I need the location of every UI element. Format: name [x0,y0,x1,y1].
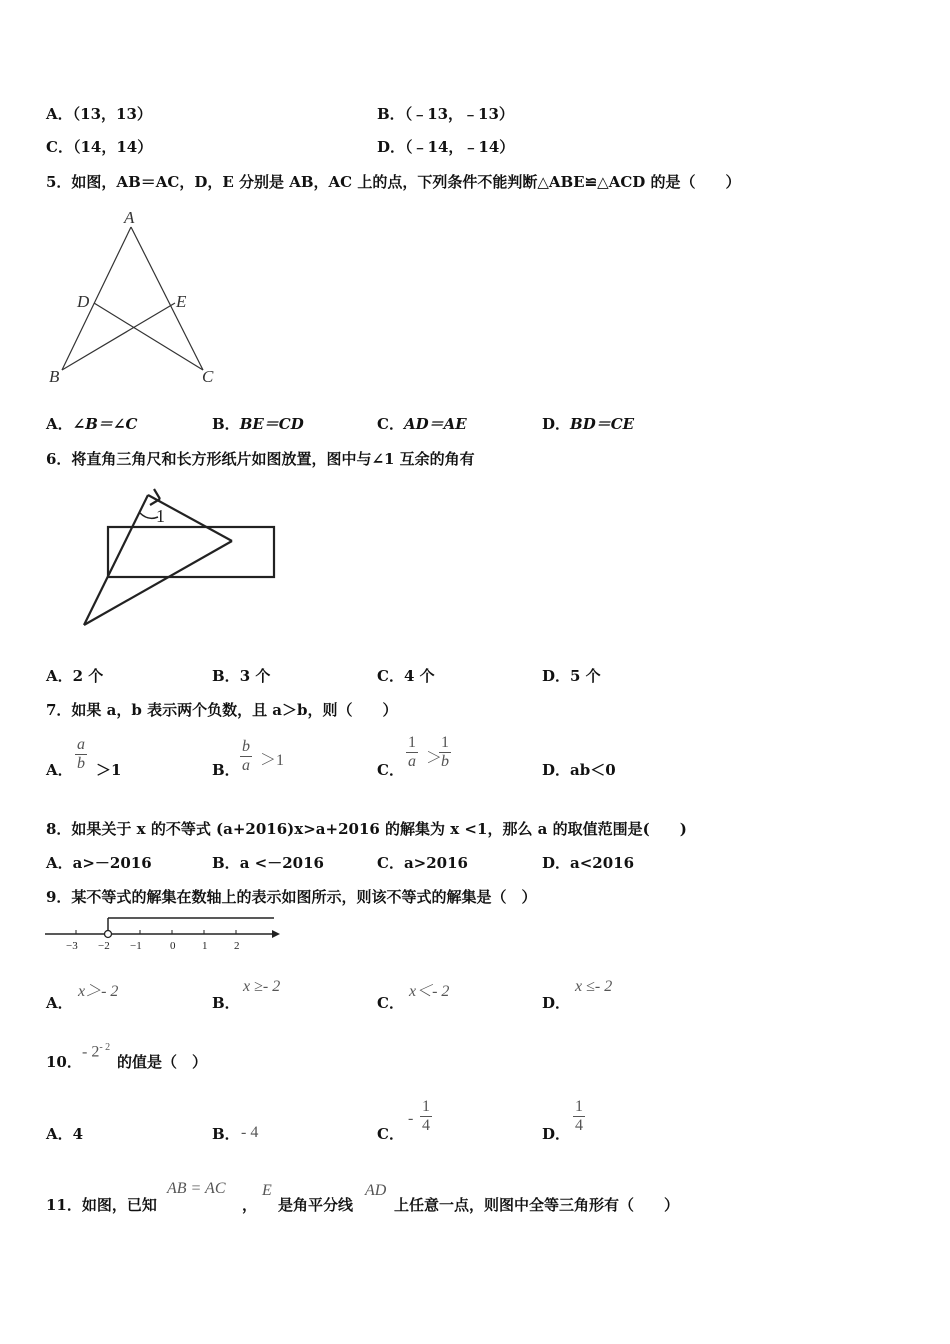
tick-neg2: −2 [98,940,110,952]
q10-number: 10． [46,1053,82,1071]
q7-letter-c: C． [377,761,404,779]
q10-letter-b: B． [212,1125,240,1143]
q11-expr-ad: AD [365,1182,387,1199]
q9-number-line [40,910,285,955]
q6-stem: 6．将直角三角尺和长方形纸片如图放置，图中与∠1 互余的角有 [46,450,475,468]
q7-c-fraction-2: $\frac{1}{b}$ [441,734,449,770]
q8-stem: 8．如果关于 x 的不等式 (a+2016)x>a+2016 的解集为 x <1，那么 a 的取值范围是( ) [46,820,687,838]
q10-expr: - $2^{- 2}$ [82,1042,111,1061]
q8-option-b: B．a <－2016 [212,854,324,872]
angle-1-label: 1 [156,506,165,526]
label-c: C [202,367,214,386]
q11-expr-e: E [262,1182,272,1199]
q9-letter-b: B． [212,994,240,1012]
tick-neg3: −3 [66,940,78,952]
q7-letter-a: A． [46,761,73,779]
q5-option-a: A．∠B＝∠C [46,415,138,433]
q7-c-op: ＞ [426,750,443,767]
label-e: E [176,292,187,311]
q8-option-d: D．a<2016 [542,854,635,872]
q10-stem-tail: 的值是（ ） [117,1053,208,1071]
q6-figure [70,485,290,635]
q5-option-b: B．BE＝CD [212,415,304,433]
q11-tail: 上任意一点，则图中全等三角形有（ ） [394,1196,680,1214]
label-b: B [49,367,60,386]
q7-stem: 7．如果 a，b 表示两个负数，且 a＞b，则（ ） [46,701,398,719]
q10-c-sign: - [408,1110,414,1127]
q5-option-c: C．AD＝AE [377,415,467,433]
q8-option-a: A．a>－2016 [46,854,152,872]
q9-letter-d: D． [542,994,571,1012]
q7-a-fraction: $\frac{a}{b}$ [77,736,85,772]
q10-option-b-expr: - 4 [241,1124,259,1141]
q11-mid: 是角平分线 [278,1196,354,1214]
q4-option-d: D．（﹣14，﹣14） [377,138,515,156]
q4-option-c: C．（14，14） [46,138,153,156]
q10-option-a: A．4 [46,1125,84,1143]
q9-option-d-expr: x ≤- 2 [575,978,613,995]
q10-letter-d: D． [542,1125,571,1143]
q7-b-fraction: $\frac{b}{a}$ [242,738,250,774]
q7-a-tail: ＞1 [96,761,122,779]
q4-option-b: B．（﹣13，﹣13） [377,105,514,123]
tick-1: 1 [202,940,208,952]
q5-stem: 5．如图，AB＝AC，D，E 分别是 AB，AC 上的点，下列条件不能判断△ABE≌△ACD 的是（ ） [46,173,741,191]
q9-option-a-expr: x＞- 2 [78,983,119,1000]
q6-option-c: C．4 个 [377,667,435,685]
q6-option-d: D．5 个 [542,667,601,685]
q6-option-a: A．2 个 [46,667,104,685]
q9-option-c-expr: x＜- 2 [409,983,450,1000]
q10-d-fraction: $\frac{1}{4}$ [575,1098,583,1134]
label-d: D [77,292,90,311]
q9-letter-c: C． [377,994,404,1012]
q9-stem: 9．某不等式的解集在数轴上的表示如图所示，则该不等式的解集是（ ） [46,888,537,906]
q9-option-b-expr: x ≥- 2 [243,978,281,995]
q5-figure [40,200,230,395]
q11-lead: 11．如图，已知 [46,1196,157,1214]
q10-c-fraction: $\frac{1}{4}$ [422,1098,430,1134]
q5-option-d: D．BD＝CE [542,415,635,433]
q7-b-tail: ＞1 [260,752,285,769]
tick-0: 0 [170,940,176,952]
q11-sep: ， [242,1196,258,1214]
q8-option-c: C．a>2016 [377,854,468,872]
q9-letter-a: A． [46,994,73,1012]
q6-option-b: B．3 个 [212,667,271,685]
q7-option-d: D．ab＜0 [542,761,616,779]
q7-c-fraction-1: $\frac{1}{a}$ [408,734,416,770]
tick-2: 2 [234,940,240,952]
label-a: A [124,208,135,227]
q4-option-a: A．（13，13） [46,105,152,123]
tick-neg1: −1 [130,940,142,952]
q10-letter-c: C． [377,1125,404,1143]
q11-expr-ab-ac: AB = AC [167,1180,226,1197]
q7-letter-b: B． [212,761,240,779]
